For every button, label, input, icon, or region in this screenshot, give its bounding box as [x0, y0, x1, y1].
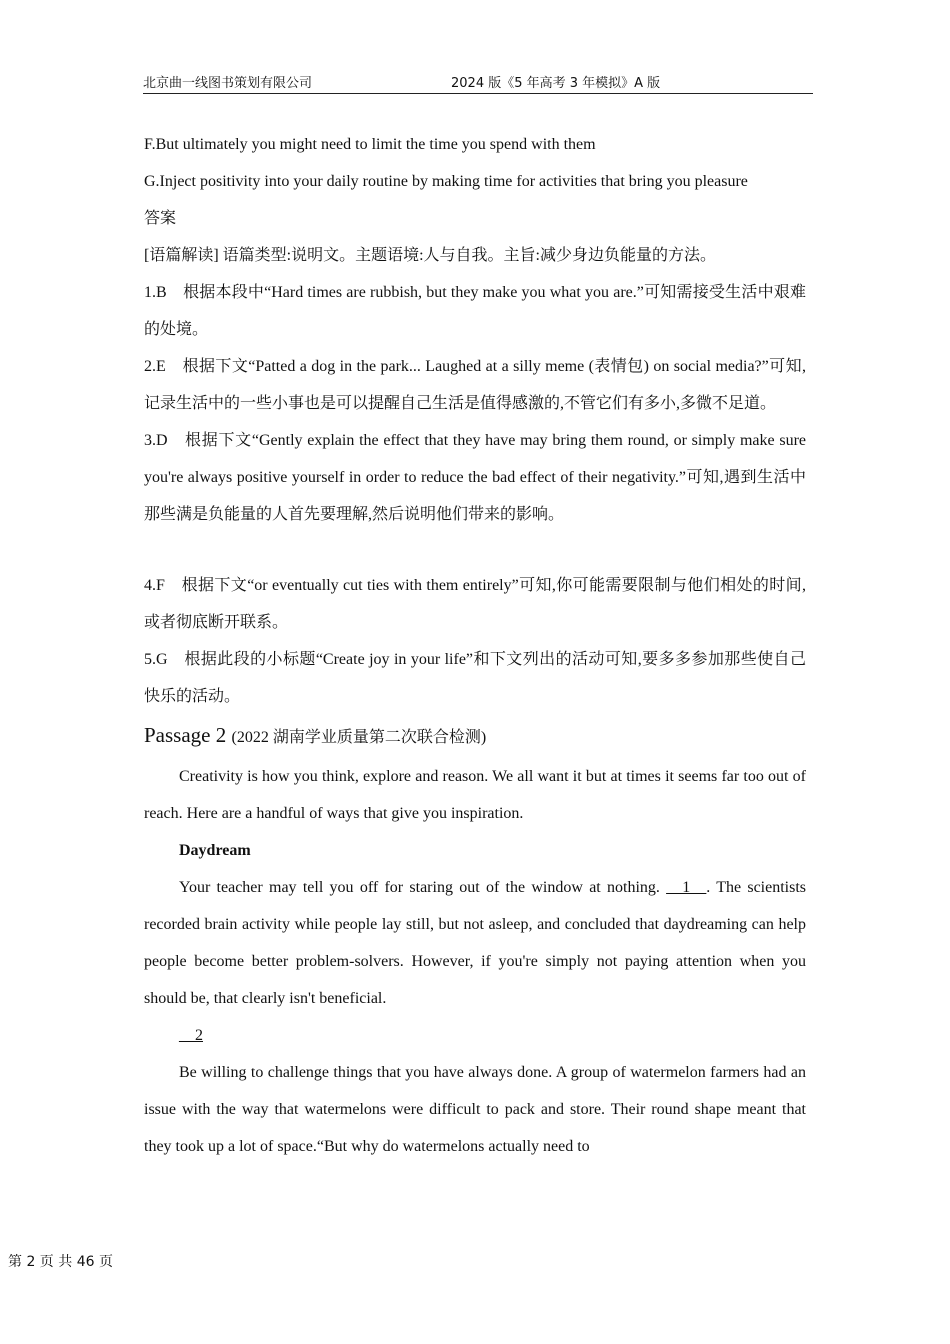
answer-3: 3.D 根据下文“Gently explain the effect that they have may bring them round, or simply make sure you're always positive yourself in order to reduce the bad effect of their negativity.”可知,遇到生活中那些满是负能量的人首先要理解,然后说明他们带来的影响。 [144, 432, 806, 523]
blank-2: __2 [179, 1027, 203, 1044]
header-book-title: 2024 版《5 年高考 3 年模拟》A 版 [451, 76, 661, 91]
passage-intro: Creativity is how you think, explore and reason. We all want it but at times it seems far too out of reach. Here are a handful of ways that give you inspiration. [144, 768, 806, 822]
spacer [144, 533, 806, 567]
page-header [143, 72, 813, 94]
page-footer: 第 2 页 共 46 页 [8, 1254, 113, 1270]
paragraph-daydream-start: Your teacher may tell you off for staring out of the window at nothing. [179, 879, 667, 896]
section-heading-daydream: Daydream [179, 842, 251, 859]
option-f: F.But ultimately you might need to limit the time you spend with them [144, 136, 596, 153]
option-g: G.Inject positivity into your daily routine by making time for activities that bring you pleasure [144, 173, 748, 190]
paragraph-watermelon: Be willing to challenge things that you have always done. A group of watermelon farmers had an issue with the way that watermelons were difficult to pack and store. Their round shape meant that they took up a lot of space.“But why do watermelons actually need to [144, 1064, 806, 1155]
paragraph-daydream-end: . The scientists recorded brain activity while people lay still, but not asleep, and concluded that daydreaming can help people become better problem-solvers. However, if you're simply not paying attention when you should be, that clearly isn't beneficial. [144, 879, 807, 1007]
answer-4: 4.F 根据下文“or eventually cut ties with them entirely”可知,你可能需要限制与他们相处的时间,或者彻底断开联系。 [144, 577, 806, 631]
document-body [144, 126, 806, 1165]
passage-title [144, 715, 806, 758]
answer-2: 2.E 根据下文“Patted a dog in the park... Laughed at a silly meme (表情包) on social media?”可知,记录生活中的一些小事也是可以提醒自己生活是值得感激的,不管它们有多小,多微不足道。 [144, 358, 806, 412]
answer-label: 答案 [144, 210, 177, 227]
header-company: 北京曲一线图书策划有限公司 [143, 76, 313, 91]
passage-title-text: Passage 2 [144, 723, 227, 747]
blank-1: __1__ [666, 879, 707, 896]
answer-1: 1.B 根据本段中“Hard times are rubbish, but they make you what you are.”可知需接受生活中艰难的处境。 [144, 284, 806, 338]
passage-source: (2022 湖南学业质量第二次联合检测) [231, 729, 487, 746]
paragraph-daydream [144, 869, 806, 1017]
section-heading-blank-2 [144, 1017, 806, 1054]
reading-note: [语篇解读] 语篇类型:说明文。主题语境:人与自我。主旨:减少身边负能量的方法。 [144, 247, 716, 264]
answer-5: 5.G 根据此段的小标题“Create joy in your life”和下文列出的活动可知,要多多参加那些使自己快乐的活动。 [144, 651, 806, 705]
